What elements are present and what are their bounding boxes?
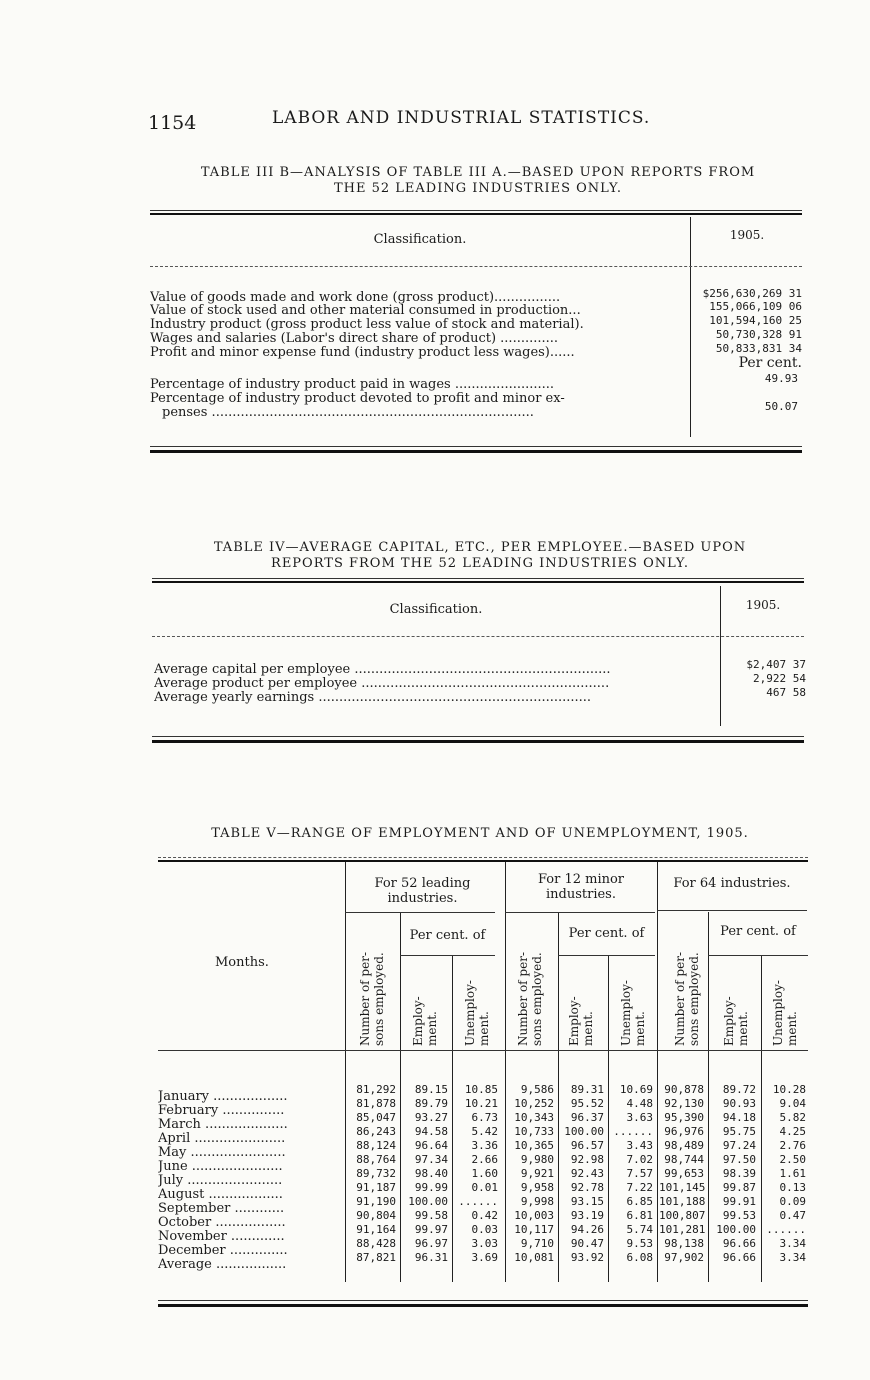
t5-col-unemployment-line: ment. xyxy=(633,1011,647,1046)
table5-cell: 95.75 xyxy=(722,1125,756,1138)
t5-group-12 xyxy=(505,872,657,902)
table5-cell: 96.57 xyxy=(570,1139,604,1152)
table4-row-label: Average yearly earnings .................................................................. xyxy=(154,690,592,705)
table5-cell: 91,164 xyxy=(356,1223,396,1236)
table3b-top-rule-thin xyxy=(150,210,802,211)
t5-col-employment xyxy=(567,996,595,1046)
table5-cell: 2.66 xyxy=(471,1153,498,1166)
t5-col-number-employed-line: Number of per- xyxy=(358,952,372,1046)
table5-cell: 2.50 xyxy=(779,1153,806,1166)
table5-cell: 9,958 xyxy=(520,1181,554,1194)
table5-cell: 6.81 xyxy=(626,1209,653,1222)
t5-col-employment-line: ment. xyxy=(736,1011,750,1046)
table4-row-value: 467 58 xyxy=(766,686,806,699)
table5-cell: 91,190 xyxy=(356,1195,396,1208)
t5-pct1-rule xyxy=(400,955,495,956)
table5-cell: ...... xyxy=(613,1125,653,1138)
t5-group-64 xyxy=(657,876,807,891)
table5-cell: 81,878 xyxy=(356,1097,396,1110)
table5-cell: 99.97 xyxy=(414,1223,448,1236)
t5-group2-rule xyxy=(505,912,655,913)
table4-col-classification: Classification. xyxy=(389,602,483,617)
t5-col-number-employed-line: sons employed. xyxy=(530,952,544,1046)
t5-col-number-employed-line: Number of per- xyxy=(516,952,530,1046)
t5-col-unemployment xyxy=(619,980,647,1046)
table5-row-month: May ....................... xyxy=(158,1145,286,1160)
t5-col-unemployment-line: Unemploy- xyxy=(463,980,477,1046)
table5-cell: 90.47 xyxy=(570,1237,604,1250)
table5-cell: 10,117 xyxy=(514,1223,554,1236)
table5-cell: 92.43 xyxy=(570,1167,604,1180)
t5-vline-4 xyxy=(505,862,506,1282)
t5-group-52-line1: For 52 leading xyxy=(374,876,471,891)
table3b-row-value: $256,630,269 31 xyxy=(702,287,802,300)
table5-cell: 88,428 xyxy=(356,1237,396,1250)
table5-cell: 99,653 xyxy=(664,1167,704,1180)
table5-row-month: July ....................... xyxy=(158,1173,283,1188)
table5-cell: 100,807 xyxy=(659,1209,706,1222)
t5-group-52 xyxy=(345,876,500,906)
table5-row-month: February ............... xyxy=(158,1103,285,1118)
page-number: 1154 xyxy=(148,112,197,134)
table5-cell: 9,921 xyxy=(520,1167,554,1180)
table5-cell: 0.42 xyxy=(471,1209,498,1222)
table5-cell: 0.13 xyxy=(779,1181,806,1194)
table5-cell: 3.63 xyxy=(626,1111,653,1124)
t5-vline-7 xyxy=(657,862,658,1282)
table3b-col-classification: Classification. xyxy=(373,232,467,247)
table5-row-month: November ............. xyxy=(158,1229,285,1244)
table5-cell: 100.00 xyxy=(408,1195,448,1208)
table5-cell: 4.25 xyxy=(779,1125,806,1138)
table5-cell: 92.78 xyxy=(570,1181,604,1194)
table3b-caption xyxy=(148,165,808,197)
table5-cell: 96.37 xyxy=(570,1111,604,1124)
table4-caption xyxy=(150,540,810,572)
t5-vline-1 xyxy=(345,862,346,1282)
table5-row-month: June ...................... xyxy=(158,1159,283,1174)
table4-row-label: Average product per employee ............................................................ xyxy=(154,676,610,691)
table5-cell: 10,003 xyxy=(514,1209,554,1222)
table5-cell: 92.98 xyxy=(570,1153,604,1166)
table5-cell: 89.15 xyxy=(414,1083,448,1096)
t5-col-number-employed-line: sons employed. xyxy=(687,952,701,1046)
table5-cell: 90.93 xyxy=(722,1097,756,1110)
t5-col-unemployment-line: ment. xyxy=(477,1011,491,1046)
table5-cell: 101,281 xyxy=(659,1223,706,1236)
table5-cell: 1.60 xyxy=(471,1167,498,1180)
table5-cell: 99.58 xyxy=(414,1209,448,1222)
page-title: LABOR AND INDUSTRIAL STATISTICS. xyxy=(272,108,651,128)
table5-cell: 5.74 xyxy=(626,1223,653,1236)
t5-vline-2 xyxy=(400,912,401,1282)
table5-cell: 0.47 xyxy=(779,1209,806,1222)
table5-cell: 89.72 xyxy=(722,1083,756,1096)
table5-cell: 10.69 xyxy=(619,1083,653,1096)
table5-cell: 89.31 xyxy=(570,1083,604,1096)
table3b-row-value: 101,594,160 25 xyxy=(709,314,802,327)
table4-caption-line1: TABLE IV—AVERAGE CAPITAL, ETC., PER EMPLOYEE.—BASED UPON xyxy=(213,540,747,555)
table5-cell: 4.48 xyxy=(626,1097,653,1110)
table5-cell: 10,365 xyxy=(514,1139,554,1152)
table5-cell: 96.97 xyxy=(414,1237,448,1250)
t5-col-employment-line: ment. xyxy=(425,1011,439,1046)
table5-cell: 9,998 xyxy=(520,1195,554,1208)
table3b-top-rule xyxy=(150,213,802,215)
table5-cell: 7.57 xyxy=(626,1167,653,1180)
table3b-caption-line1: TABLE III B—ANALYSIS OF TABLE III A.—BASED UPON REPORTS FROM xyxy=(200,165,756,180)
t5-col-number-employed xyxy=(673,952,701,1046)
table5-cell: 5.82 xyxy=(779,1111,806,1124)
table5-cell: 3.43 xyxy=(626,1139,653,1152)
t5-pct-label-3: Per cent. of xyxy=(720,924,796,939)
table3b-row-value: 50,833,831 34 xyxy=(715,342,802,355)
table3b-caption-line2: THE 52 LEADING INDUSTRIES ONLY. xyxy=(333,181,623,196)
table4-top-rule-thin xyxy=(152,578,804,579)
table5-cell: 98.39 xyxy=(722,1167,756,1180)
table5-row-month: September ............ xyxy=(158,1201,285,1216)
table5-cell: 97.34 xyxy=(414,1153,448,1166)
table5-cell: 96.64 xyxy=(414,1139,448,1152)
table5-cell: 96.66 xyxy=(722,1237,756,1250)
table5-cell: 3.34 xyxy=(779,1237,806,1250)
t5-col-employment-line: ment. xyxy=(581,1011,595,1046)
t5-col-unemployment-line: Unemploy- xyxy=(619,980,633,1046)
table5-cell: 99.99 xyxy=(414,1181,448,1194)
table4-row-label: Average capital per employee .............................................................. xyxy=(154,662,611,677)
table5-cell: 88,124 xyxy=(356,1139,396,1152)
table5-row-month: January .................. xyxy=(158,1089,288,1104)
table5-cell: 9.04 xyxy=(779,1097,806,1110)
table5-cell: 10.28 xyxy=(772,1083,806,1096)
table5-cell: 10,343 xyxy=(514,1111,554,1124)
table5-cell: 89.79 xyxy=(414,1097,448,1110)
table5-top-rule xyxy=(158,860,808,862)
table3b-per-cent-label: Per cent. xyxy=(738,355,802,371)
t5-vline-6 xyxy=(608,955,609,1282)
t5-group1-rule xyxy=(345,912,495,913)
table5-cell: 93.92 xyxy=(570,1251,604,1264)
t5-col-unemployment-line: Unemploy- xyxy=(771,980,785,1046)
table4-caption-line2: REPORTS FROM THE 52 LEADING INDUSTRIES ONLY. xyxy=(271,556,689,571)
table5-cell: 99.53 xyxy=(722,1209,756,1222)
table5-row-month: April ...................... xyxy=(158,1131,286,1146)
table5-cell: 9,586 xyxy=(520,1083,554,1096)
table5-cell: 88,764 xyxy=(356,1153,396,1166)
table5-cell: 94.18 xyxy=(722,1111,756,1124)
table5-cell: 7.22 xyxy=(626,1181,653,1194)
table5-cell: 3.03 xyxy=(471,1237,498,1250)
table3b-row-label: Industry product (gross product less value of stock and material). xyxy=(150,317,584,332)
table3b-header-rule xyxy=(150,266,802,267)
t5-col-employment-line: Employ- xyxy=(567,996,581,1046)
table3b-pct-label: Percentage of industry product paid in wages ........................ xyxy=(150,377,555,392)
t5-col-number-employed xyxy=(358,952,386,1046)
table5-cell: 93.15 xyxy=(570,1195,604,1208)
table5-cell: 96.31 xyxy=(414,1251,448,1264)
t5-vline-5 xyxy=(558,912,559,1282)
table5-cell: 98.40 xyxy=(414,1167,448,1180)
table5-cell: 3.36 xyxy=(471,1139,498,1152)
table5-cell: 95.52 xyxy=(570,1097,604,1110)
t5-group-64-line1: For 64 industries. xyxy=(673,876,791,891)
table5-cell: 10.21 xyxy=(464,1097,498,1110)
t5-group3-rule xyxy=(657,910,807,911)
table5-cell: 89,732 xyxy=(356,1167,396,1180)
table4-row-value: $2,407 37 xyxy=(746,658,806,671)
table5-cell: 94.26 xyxy=(570,1223,604,1236)
table4-col-year: 1905. xyxy=(745,598,781,612)
table5-row-month: August .................. xyxy=(158,1187,283,1202)
table5-cell: 2.76 xyxy=(779,1139,806,1152)
table3b-row-label: Wages and salaries (Labor's direct share of product) .............. xyxy=(150,331,559,346)
t5-col-employment xyxy=(411,996,439,1046)
table5-row-month: October ................. xyxy=(158,1215,286,1230)
table3b-divider xyxy=(690,217,691,437)
table4-bottom-rule xyxy=(152,740,804,743)
table3b-pct-value: 50.07 xyxy=(764,400,798,413)
table5-cell: 100.00 xyxy=(716,1223,756,1236)
table5-cell: 86,243 xyxy=(356,1125,396,1138)
t5-group-12-line1: For 12 minor xyxy=(537,872,625,887)
table4-bottom-rule-thin xyxy=(152,736,804,737)
t5-col-unemployment xyxy=(771,980,799,1046)
table5-cell: 95,390 xyxy=(664,1111,704,1124)
table5-cell: 7.02 xyxy=(626,1153,653,1166)
table5-caption: TABLE V—RANGE OF EMPLOYMENT AND OF UNEMPLOYMENT, 1905. xyxy=(211,826,749,841)
table5-cell: 10,252 xyxy=(514,1097,554,1110)
table4-top-rule xyxy=(152,581,804,583)
t5-col-number-employed-line: sons employed. xyxy=(372,952,386,1046)
table3b-row-value: 155,066,109 06 xyxy=(709,300,802,313)
table5-cell: 99.91 xyxy=(722,1195,756,1208)
table3b-pct-label-cont: penses .............................................................................. xyxy=(162,405,534,420)
table5-cell: 98,744 xyxy=(664,1153,704,1166)
t5-pct3-rule xyxy=(708,955,808,956)
t5-col-employment xyxy=(722,996,750,1046)
table5-top-rule-thin xyxy=(158,857,808,858)
table5-cell: 9,710 xyxy=(520,1237,554,1250)
table5-cell: 100.00 xyxy=(564,1125,604,1138)
t5-pct2-rule xyxy=(558,955,655,956)
table5-cell: 93.27 xyxy=(414,1111,448,1124)
table3b-row-value: 50,730,328 91 xyxy=(715,328,802,341)
table5-cell: 0.09 xyxy=(779,1195,806,1208)
table3b-pct-label: Percentage of industry product devoted to profit and minor ex- xyxy=(150,391,565,406)
t5-col-number-employed-line: Number of per- xyxy=(673,952,687,1046)
table5-cell: 97,902 xyxy=(664,1251,704,1264)
table5-cell: 98,138 xyxy=(664,1237,704,1250)
table5-cell: 6.08 xyxy=(626,1251,653,1264)
t5-vline-9 xyxy=(761,955,762,1282)
table5-cell: ...... xyxy=(766,1223,806,1236)
table5-cell: 94.58 xyxy=(414,1125,448,1138)
table5-cell: 6.85 xyxy=(626,1195,653,1208)
table5-cell: 10,733 xyxy=(514,1125,554,1138)
table5-cell: 96.66 xyxy=(722,1251,756,1264)
table5-cell: 99.87 xyxy=(722,1181,756,1194)
t5-col-number-employed xyxy=(516,952,544,1046)
table5-cell: 98,489 xyxy=(664,1139,704,1152)
table5-cell: 85,047 xyxy=(356,1111,396,1124)
t5-pct-label-2: Per cent. of xyxy=(568,926,645,941)
t5-header-bottom-rule xyxy=(158,1050,808,1051)
table5-cell: 101,188 xyxy=(659,1195,706,1208)
table5-cell: 5.42 xyxy=(471,1125,498,1138)
table5-cell: 101,145 xyxy=(659,1181,706,1194)
table5-bottom-rule-thin xyxy=(158,1300,808,1301)
t5-pct-label-1: Per cent. of xyxy=(409,928,486,943)
t5-col-unemployment xyxy=(463,980,491,1046)
table5-cell: 3.69 xyxy=(471,1251,498,1264)
t5-months-header: Months. xyxy=(215,955,269,970)
table5-row-month: Average ................. xyxy=(158,1257,287,1272)
table3b-pct-value: 49.93 xyxy=(764,372,798,385)
table5-cell: 10.85 xyxy=(464,1083,498,1096)
table5-cell: 3.34 xyxy=(779,1251,806,1264)
table5-cell: 90,804 xyxy=(356,1209,396,1222)
table5-cell: 81,292 xyxy=(356,1083,396,1096)
table3b-row-label: Value of stock used and other material consumed in production... xyxy=(150,303,581,318)
table5-cell: 0.01 xyxy=(471,1181,498,1194)
table5-cell: ...... xyxy=(458,1195,498,1208)
table5-cell: 10,081 xyxy=(514,1251,554,1264)
t5-col-unemployment-line: ment. xyxy=(785,1011,799,1046)
table5-cell: 0.03 xyxy=(471,1223,498,1236)
t5-group-52-line2: industries. xyxy=(387,891,458,906)
table5-cell: 91,187 xyxy=(356,1181,396,1194)
table4-header-rule xyxy=(152,636,804,637)
table5-cell: 97.24 xyxy=(722,1139,756,1152)
table5-cell: 9.53 xyxy=(626,1237,653,1250)
table5-cell: 1.61 xyxy=(779,1167,806,1180)
table5-row-month: December .............. xyxy=(158,1243,288,1258)
table5-cell: 9,980 xyxy=(520,1153,554,1166)
t5-col-employment-line: Employ- xyxy=(722,996,736,1046)
table3b-bottom-rule xyxy=(150,450,802,453)
table5-cell: 92,130 xyxy=(664,1097,704,1110)
table5-cell: 93.19 xyxy=(570,1209,604,1222)
table5-cell: 90,878 xyxy=(664,1083,704,1096)
table5-cell: 87,821 xyxy=(356,1251,396,1264)
t5-group-12-line2: industries. xyxy=(546,887,616,902)
table5-bottom-rule xyxy=(158,1304,808,1307)
table3b-col-year: 1905. xyxy=(729,228,765,242)
table5-cell: 97.50 xyxy=(722,1153,756,1166)
table5-row-month: March .................... xyxy=(158,1117,288,1132)
table5-cell: 96,976 xyxy=(664,1125,704,1138)
t5-vline-3 xyxy=(452,955,453,1282)
table3b-bottom-rule-thin xyxy=(150,446,802,447)
table3b-row-label: Value of goods made and work done (gross product)................ xyxy=(150,290,561,305)
table4-divider xyxy=(720,586,721,726)
table3b-row-label: Profit and minor expense fund (industry product less wages)...... xyxy=(150,345,575,360)
table5-cell: 6.73 xyxy=(471,1111,498,1124)
t5-col-employment-line: Employ- xyxy=(411,996,425,1046)
t5-vline-8 xyxy=(708,912,709,1282)
table4-row-value: 2,922 54 xyxy=(753,672,806,685)
